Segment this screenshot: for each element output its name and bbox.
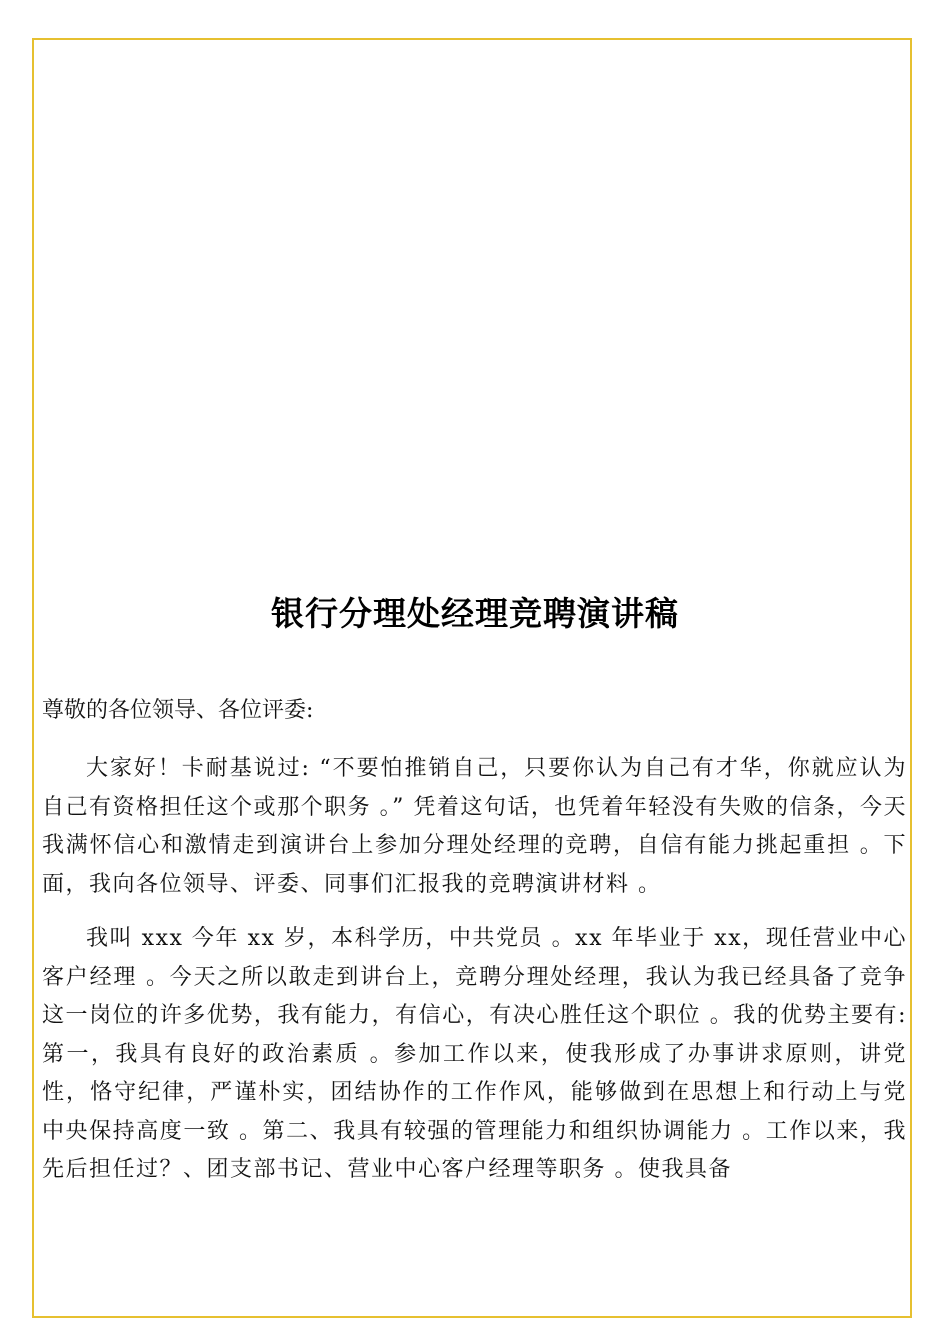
- salutation: 尊敬的各位领导、各位评委:: [42, 698, 314, 723]
- paragraph-1: 大家好！卡耐基说过: “不要怕推销自己，只要你认为自己有才华，你就应认为自己有资格担任这个或那个职务 。” 凭着这句话，也凭着年轻没有失败的信条，今天我满怀信心和激情走到演讲台上参加分理处经理的竞聘，自信有能力挑起重担 。下面，我向各位领导、评委、同事们汇报我的竞聘演讲材料 。: [42, 756, 907, 897]
- paragraph-2: 我叫 xxx 今年 xx 岁，本科学历，中共党员 。xx 年毕业于 xx，现任营业中心客户经理 。今天之所以敢走到讲台上，竞聘分理处经理，我认为我已经具备了竞争这一岗位的许多优势，我有能力，有信心，有决心胜任这个职位 。我的优势主要有: 第一，我具有良好的政治素质 。参加工作以来，使我形成了办事讲求原则，讲党性，恪守纪律，严谨朴实，团结协作的工作作风，能够做到在思想上和行动上与党中央保持高度一致 。第二、我具有较强的管理能力和组织协调能力 。工作以来，我先后担任过？、团支部书记、营业中心客户经理等职务 。使我具备: [42, 926, 907, 1182]
- document-body: [42, 692, 907, 1206]
- document-title: 银行分理处经理竞聘演讲稿: [271, 594, 679, 633]
